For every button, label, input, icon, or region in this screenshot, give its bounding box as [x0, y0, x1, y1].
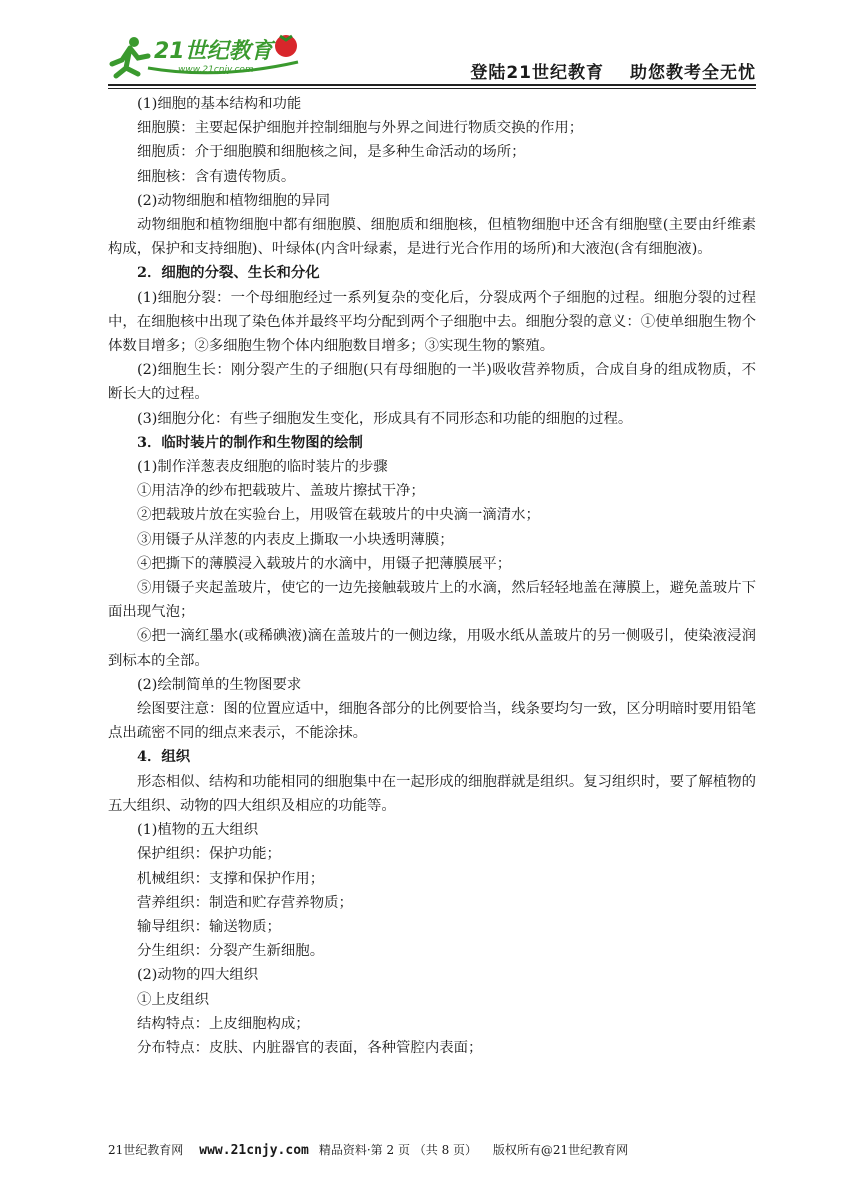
paragraph: 形态相似、结构和功能相同的细胞集中在一起形成的细胞群就是组织。复习组织时，要了解植物的五大组织、动物的四大组织及相应的功能等。	[108, 773, 756, 814]
paragraph: ③用镊子从洋葱的内表皮上撕取一小块透明薄膜；	[137, 531, 454, 548]
paragraph: 分布特点：皮肤、内脏器官的表面，各种管腔内表面；	[137, 1039, 483, 1056]
paragraph: (3)细胞分化：有些子细胞发生变化，形成具有不同形态和功能的细胞的过程。	[137, 410, 633, 427]
paragraph: 结构特点：上皮细胞构成；	[137, 1015, 310, 1032]
paragraph: 细胞质：介于细胞膜和细胞核之间，是多种生命活动的场所；	[137, 144, 526, 161]
footer-url: www.21cnjy.com	[199, 1143, 309, 1158]
svg-text:www.21cnjy.com: www.21cnjy.com	[178, 65, 254, 75]
paragraph: 细胞膜：主要起保护细胞并控制细胞与外界之间进行物质交换的作用；	[137, 120, 584, 137]
paragraph: ②把载玻片放在实验台上，用吸管在载玻片的中央滴一滴清水；	[137, 507, 540, 524]
paragraph: 保护组织：保护功能；	[137, 846, 281, 863]
section-heading: 3．临时装片的制作和生物图的绘制	[137, 433, 363, 451]
paragraph: 分生组织：分裂产生新细胞。	[137, 943, 325, 960]
paragraph: ①上皮组织	[137, 991, 209, 1008]
paragraph: (1)制作洋葱表皮细胞的临时装片的步骤	[137, 459, 388, 476]
paragraph: ①用洁净的纱布把载玻片、盖玻片擦拭干净；	[137, 483, 425, 500]
paragraph: 输导组织：输送物质；	[137, 918, 281, 935]
header-slogan-left: 登陆21世纪教育	[470, 63, 604, 83]
paragraph: (2)细胞生长：刚分裂产生的子细胞(只有母细胞的一半)吸收营养物质，合成自身的组成物质，不断长大的过程。	[108, 362, 756, 403]
section-heading: 4．组织	[137, 748, 191, 766]
header-slogan-right: 助您教考全无忧	[630, 63, 756, 83]
paragraph: 细胞核：含有遗传物质。	[137, 168, 296, 185]
svg-text:21世纪教育: 21世纪教育	[154, 39, 273, 64]
paragraph: ④把撕下的薄膜浸入载玻片的水滴中，用镊子把薄膜展平；	[137, 555, 512, 572]
paragraph: ⑥把一滴红墨水(或稀碘液)滴在盖玻片的一侧边缘，用吸水纸从盖玻片的另一侧吸引，使染液浸润到标本的全部。	[108, 628, 756, 669]
paragraph: (2)绘制简单的生物图要求	[137, 676, 302, 693]
section-heading: 2．细胞的分裂、生长和分化	[137, 264, 320, 282]
paragraph: 营养组织：制造和贮存营养物质；	[137, 894, 353, 911]
header-slogan	[470, 58, 756, 83]
21cnjy-logo	[108, 28, 308, 80]
paragraph: (1)细胞分裂：一个母细胞经过一系列复杂的变化后，分裂成两个子细胞的过程。细胞分裂的过程中，在细胞核中出现了染色体并最终平均分配到两个子细胞中去。细胞分裂的意义：①使单细胞生物个体数目增多；②多细胞生物个体内细胞数目增多；③实现生物的繁殖。	[108, 289, 756, 355]
paragraph: (2)动物的四大组织	[137, 967, 259, 984]
paragraph: 动物细胞和植物细胞中都有细胞膜、细胞质和细胞核，但植物细胞中还含有细胞壁(主要由纤维素构成，保护和支持细胞)、叶绿体(内含叶绿素，是进行光合作用的场所)和大液泡(含有细胞液)。	[108, 217, 756, 258]
footer-site-name: 21世纪教育网	[108, 1143, 184, 1157]
footer-page-info: 精品资料·第 2 页 （共 8 页）	[318, 1143, 478, 1157]
paragraph: 绘图要注意：图的位置应适中，细胞各部分的比例要恰当，线条要均匀一致，区分明暗时要用铅笔点出疏密不同的细点来表示，不能涂抹。	[108, 701, 756, 742]
page-header	[108, 28, 756, 84]
paragraph: (1)细胞的基本结构和功能	[137, 96, 302, 112]
document-body	[108, 92, 756, 1060]
page-footer	[108, 1141, 756, 1158]
paragraph: 机械组织：支撑和保护作用；	[137, 870, 325, 887]
header-rule	[108, 84, 756, 89]
paragraph: ⑤用镊子夹起盖玻片，使它的一边先接触载玻片上的水滴，然后轻轻地盖在薄膜上，避免盖玻片下面出现气泡；	[108, 580, 756, 621]
paragraph: (1)植物的五大组织	[137, 822, 259, 839]
paragraph: (2)动物细胞和植物细胞的异同	[137, 192, 331, 209]
footer-copyright: 版权所有@21世纪教育网	[492, 1143, 629, 1157]
